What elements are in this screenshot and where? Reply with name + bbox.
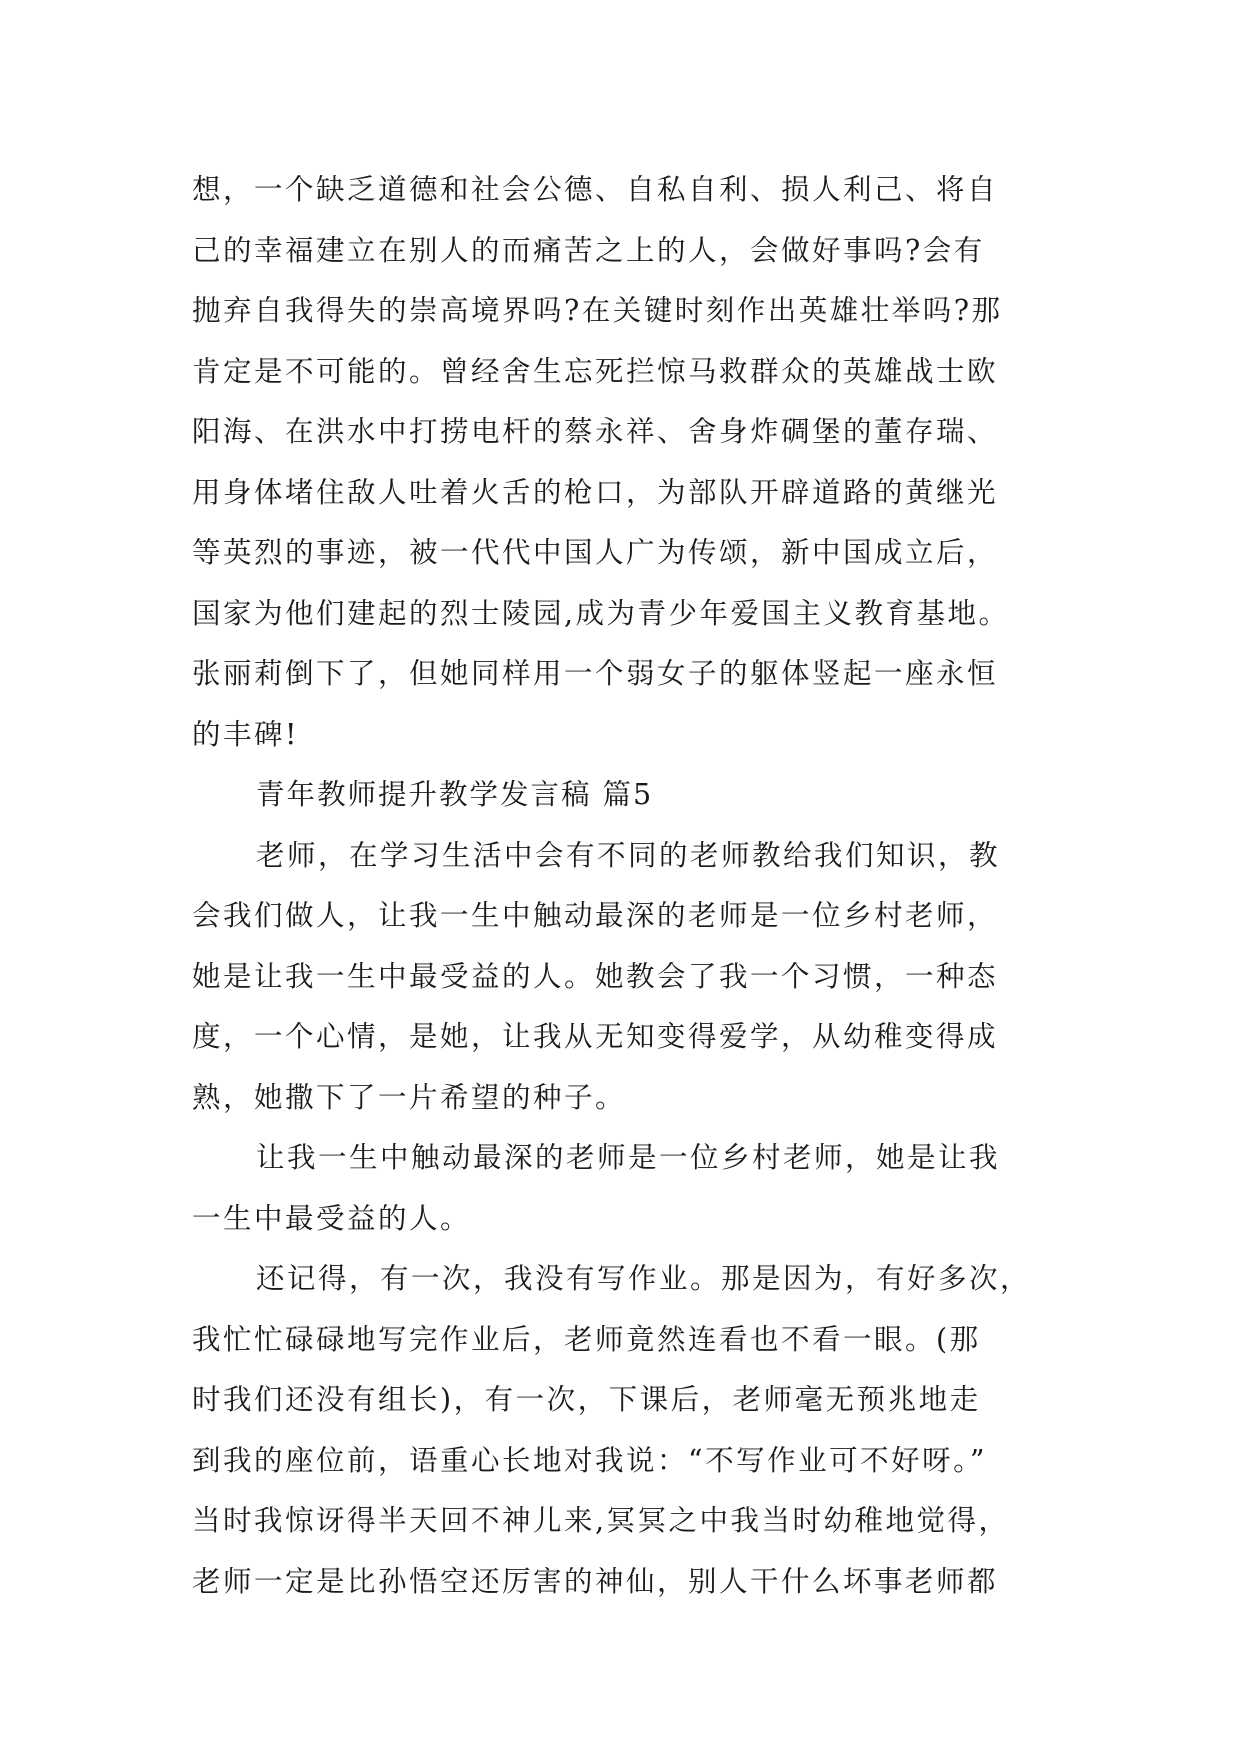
paragraph-start: 还记得，有一次，我没有写作业。那是因为，有好多次， bbox=[256, 1262, 1032, 1295]
text-line: 到我的座位前，语重心长地对我说：“不写作业可不好呀。” bbox=[192, 1443, 987, 1477]
paragraph-start: 老师，在学习生活中会有不同的老师教给我们知识，教 bbox=[256, 838, 1001, 872]
text-line: 用身体堵住敌人吐着火舌的枪口，为部队开辟道路的黄继光 bbox=[192, 475, 999, 509]
text-line: 当时我惊讶得半天回不神儿来,冥冥之中我当时幼稚地觉得， bbox=[192, 1504, 1010, 1537]
text-line: 一生中最受益的人。 bbox=[192, 1201, 472, 1235]
document-page bbox=[192, 160, 1052, 1612]
text-line: 我忙忙碌碌地写完作业后，老师竟然连看也不看一眼。(那 bbox=[192, 1322, 981, 1356]
text-line: 国家为他们建起的烈士陵园,成为青少年爱国主义教育基地。 bbox=[192, 596, 1010, 630]
section-heading: 青年教师提升教学发言稿 篇5 bbox=[256, 778, 654, 811]
text-line: 想，一个缺乏道德和社会公德、自私自利、损人利己、将自 bbox=[192, 173, 999, 206]
text-line: 她是让我一生中最受益的人。她教会了我一个习惯，一种态 bbox=[192, 959, 999, 993]
text-line: 肯定是不可能的。曾经舍生忘死拦惊马救群众的英雄战士欧 bbox=[192, 354, 999, 388]
text-line: 张丽莉倒下了，但她同样用一个弱女子的躯体竖起一座永恒 bbox=[192, 657, 999, 690]
paragraph-start: 让我一生中触动最深的老师是一位乡村老师，她是让我 bbox=[256, 1141, 1001, 1174]
text-line: 熟，她撒下了一片希望的种子。 bbox=[192, 1080, 627, 1114]
text-line: 己的幸福建立在别人的而痛苦之上的人，会做好事吗?会有 bbox=[192, 233, 985, 267]
text-line: 抛弃自我得失的崇高境界吗?在关键时刻作出英雄壮举吗?那 bbox=[192, 294, 1003, 327]
text-line: 老师一定是比孙悟空还厉害的神仙，别人干什么坏事老师都 bbox=[192, 1564, 999, 1598]
text-line: 度，一个心情，是她，让我从无知变得爱学，从幼稚变得成 bbox=[192, 1020, 999, 1053]
text-line: 的丰碑! bbox=[192, 717, 299, 751]
text-line: 会我们做人，让我一生中触动最深的老师是一位乡村老师， bbox=[192, 899, 999, 932]
text-line: 时我们还没有组长)，有一次，下课后，老师毫无预兆地走 bbox=[192, 1383, 981, 1416]
text-line: 阳海、在洪水中打捞电杆的蔡永祥、舍身炸碉堡的董存瑞、 bbox=[192, 415, 999, 448]
text-line: 等英烈的事迹，被一代代中国人广为传颂，新中国成立后， bbox=[192, 536, 999, 569]
